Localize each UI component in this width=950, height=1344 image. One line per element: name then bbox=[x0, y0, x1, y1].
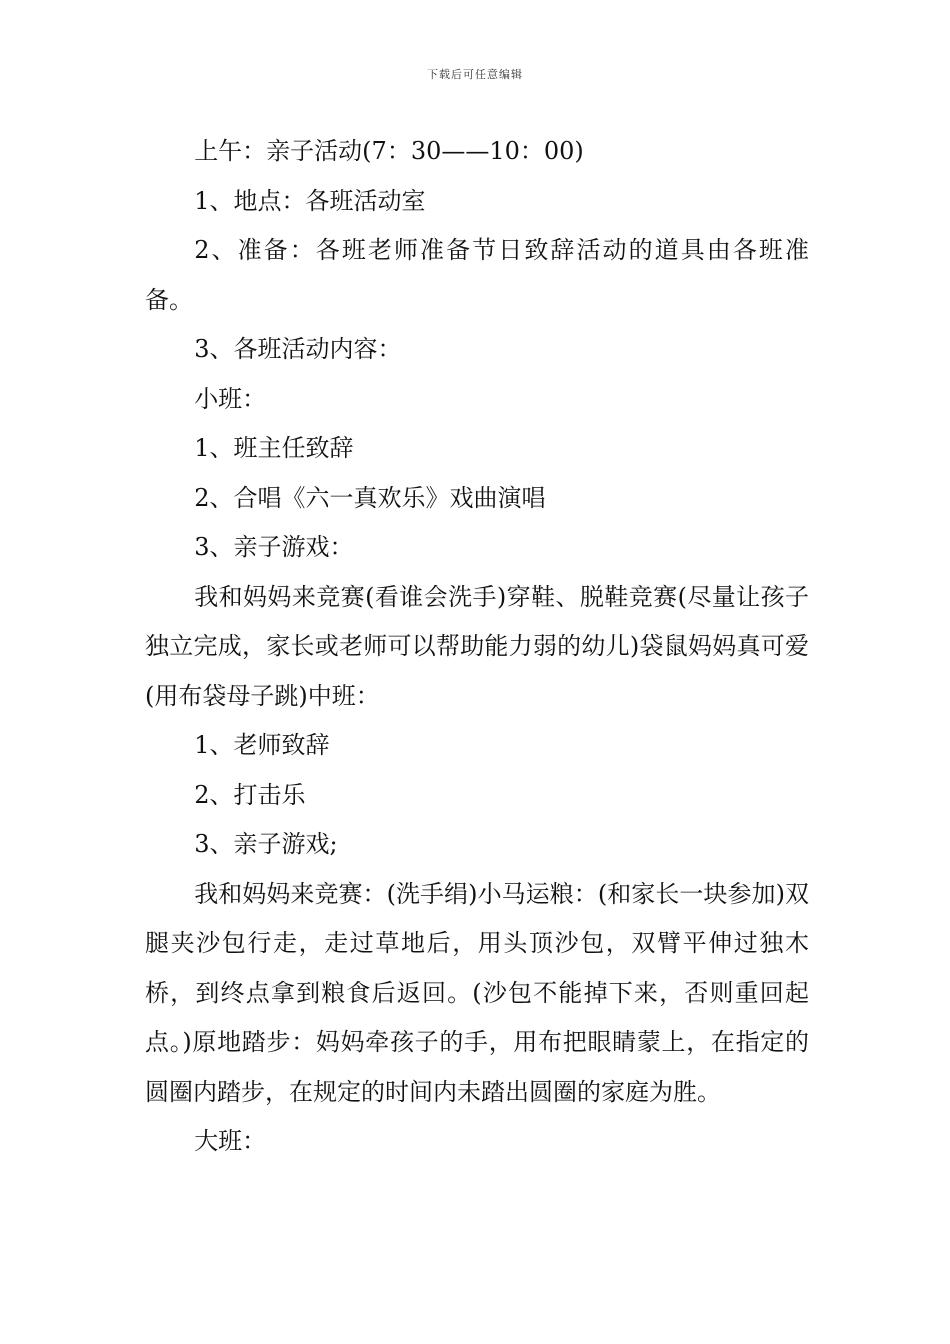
paragraph-small-class-games: 我和妈妈来竞赛(看谁会洗手)穿鞋、脱鞋竞赛(尽量让孩子独立完成，家长或老师可以帮助能力弱的幼儿)袋鼠妈妈真可爱(用布袋母子跳)中班： bbox=[145, 582, 809, 710]
paragraph-activity-content: 3、各班活动内容： bbox=[194, 335, 402, 363]
paragraph-location: 1、地点：各班活动室 bbox=[194, 186, 426, 215]
list-item: 2、合唱《六一真欢乐》戏曲演唱 bbox=[194, 483, 546, 512]
heading-small-class: 小班： bbox=[194, 384, 267, 413]
paragraph-preparation: 2、准备：各班老师准备节日致辞活动的道具由各班准备。 bbox=[145, 236, 809, 314]
page-header-note: 下载后可任意编辑 bbox=[427, 68, 523, 81]
paragraph-middle-class-games: 我和妈妈来竞赛：(洗手绢)小马运粮：(和家长一块参加)双腿夹沙包行走，走过草地后，用头顶沙包，双臂平伸过独木桥，到终点拿到粮食后返回。(沙包不能掉下来，否则重回起点。)原地踏步：妈妈牵孩子的手，用布把眼睛蒙上，在指定的圆圈内踏步，在规定的时间内未踏出圆圈的家庭为胜。 bbox=[145, 879, 809, 1106]
list-item: 2、打击乐 bbox=[194, 780, 306, 809]
heading-large-class: 大班： bbox=[194, 1127, 267, 1155]
list-item: 1、老师致辞 bbox=[194, 731, 330, 759]
document-body bbox=[145, 127, 809, 1167]
list-item: 3、亲子游戏： bbox=[194, 533, 354, 561]
list-item: 1、班主任致辞 bbox=[194, 434, 354, 462]
list-item: 3、亲子游戏; bbox=[194, 830, 338, 858]
paragraph-morning-schedule: 上午：亲子活动(7：30——10：00) bbox=[194, 137, 584, 165]
